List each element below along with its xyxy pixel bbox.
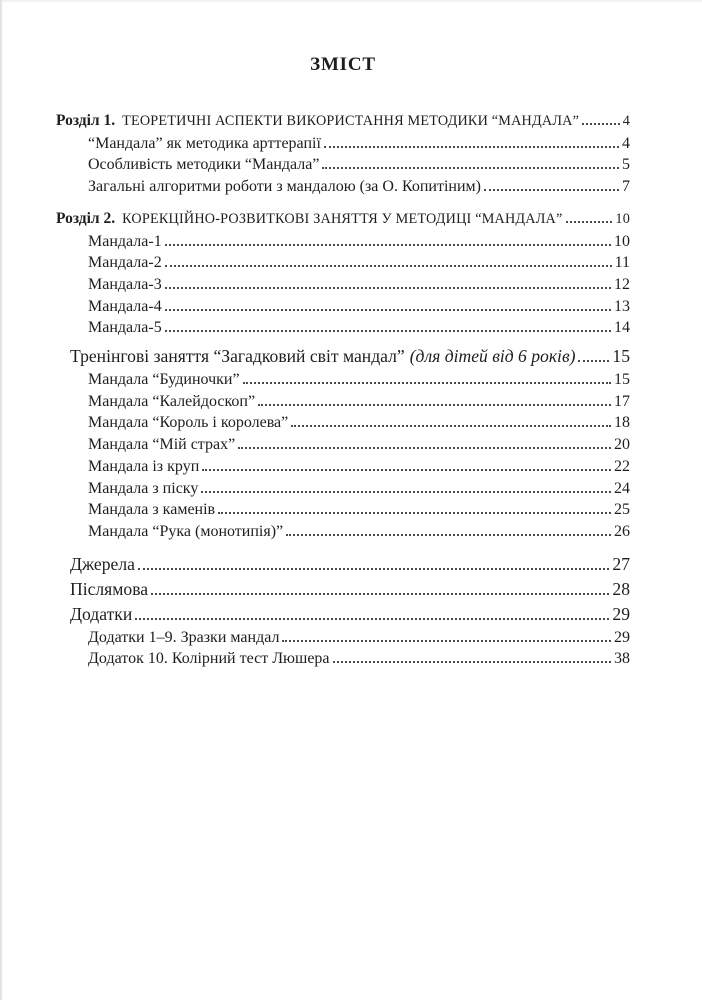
- toc-entry: [70, 602, 630, 627]
- toc-entry: [88, 231, 630, 253]
- toc-entry: [88, 391, 630, 413]
- page-title: ЗМІСТ: [310, 54, 376, 75]
- toc-entry-label: Мандала “Будиночки”: [88, 371, 240, 389]
- toc-leader-dots: [165, 330, 611, 332]
- toc-entry-page: 18: [614, 414, 630, 432]
- toc-entry-label: Мандала з піску: [88, 479, 199, 497]
- toc-entry-label: Мандала “Мій страх”: [88, 436, 236, 454]
- toc-entry-page: 29: [612, 603, 630, 624]
- toc-entry: [88, 499, 630, 521]
- toc-entry-label: Загальні алгоритми роботи з мандалою (за О. Копитіним): [88, 178, 481, 196]
- toc-entry-label: Додаток 10. Колірний тест Люшера: [88, 650, 330, 668]
- toc-entry-page: 14: [614, 319, 630, 337]
- toc-leader-dots: [258, 404, 611, 406]
- toc-entry: [88, 296, 630, 318]
- toc-entry-page: 20: [614, 436, 630, 454]
- toc-entry-label: Додатки: [70, 603, 133, 624]
- toc-leader-dots: [202, 469, 611, 471]
- toc-leader-dots: [243, 382, 611, 384]
- toc-entry-label: Мандала “Король і королева”: [88, 414, 289, 432]
- toc-entry-label: ТЕОРЕТИЧНІ АСПЕКТИ ВИКОРИСТАННЯ МЕТОДИКИ “МАНДАЛА”: [122, 113, 580, 129]
- toc-entry-label: Мандала “Калейдоскоп”: [88, 392, 256, 410]
- toc-entry-page: 7: [622, 178, 630, 196]
- toc-entry-page: 22: [614, 457, 630, 475]
- toc-entry: [88, 252, 630, 274]
- toc-leader-dots: [218, 512, 611, 514]
- toc-entry-page: 28: [612, 578, 630, 599]
- toc-entry-label: Мандала-4: [88, 297, 162, 315]
- toc-entry: [88, 412, 630, 434]
- toc-entry: [70, 552, 630, 577]
- toc-entry: [88, 456, 630, 478]
- toc-entry-page: 12: [614, 275, 630, 293]
- toc-leader-dots: [165, 265, 612, 267]
- toc-leader-dots: [238, 447, 611, 449]
- toc-entry-label: Тренінгові заняття “Загадковий світ мандал”: [70, 346, 405, 367]
- toc-entry-label: Мандала “Рука (монотипія)”: [88, 522, 284, 540]
- toc-entry-page: 10: [615, 210, 630, 227]
- toc-leader-dots: [582, 123, 620, 125]
- toc-entry-label: Мандала-1: [88, 232, 162, 250]
- toc-entry-page: 11: [614, 254, 630, 272]
- toc-leader-dots: [165, 287, 611, 289]
- toc-leader-dots: [138, 568, 609, 570]
- toc-entry-label: Мандала-5: [88, 319, 162, 337]
- toc-entry-page: 5: [622, 156, 630, 174]
- toc-entry-label: Особливість методики “Мандала”: [88, 156, 320, 174]
- toc-entry-label: Мандала-3: [88, 275, 162, 293]
- toc-entry: [88, 521, 630, 543]
- toc-leader-dots: [201, 491, 611, 493]
- toc-entry-label: “Мандала” як методика арттерапії: [88, 134, 321, 152]
- toc-entry: [70, 344, 630, 369]
- toc-entry: [88, 176, 630, 198]
- toc-entry-label: Джерела: [70, 553, 135, 574]
- toc-entry-page: 15: [612, 346, 630, 367]
- toc-entry-page: 13: [614, 297, 630, 315]
- toc-leader-dots: [566, 221, 613, 223]
- toc-entry-label: Мандала з каменів: [88, 501, 216, 519]
- toc-entry: [88, 648, 630, 670]
- toc-entry-page: 15: [614, 371, 630, 389]
- toc-leader-dots: [578, 360, 609, 362]
- toc-entry: [88, 133, 630, 155]
- toc-entry-label: Додатки 1–9. Зразки мандал: [88, 628, 280, 646]
- toc-entry: [88, 154, 630, 176]
- toc-entry: [88, 478, 630, 500]
- toc-leader-dots: [291, 425, 611, 427]
- toc-leader-dots: [282, 640, 611, 642]
- toc-entry-page: 4: [622, 113, 630, 129]
- toc-entry-label: КОРЕКЦІЙНО-РОЗВИТКОВІ ЗАНЯТТЯ У МЕТОДИЦІ “МАНДАЛА”: [122, 210, 563, 227]
- toc-entry-page: 25: [614, 501, 630, 519]
- toc-entry-page: 26: [614, 522, 630, 540]
- toc-entry: [88, 274, 630, 296]
- toc-entry: [88, 434, 630, 456]
- toc-leader-dots: [286, 534, 611, 536]
- toc-entry-label: Мандала із круп: [88, 457, 200, 475]
- toc-entry-prefix: Розділ 1.: [56, 112, 116, 129]
- toc-entry-page: 24: [614, 479, 630, 497]
- toc-entry: [88, 627, 630, 649]
- toc-entry-label-italic: (для дітей від 6 років): [409, 346, 576, 367]
- toc-entry: [56, 208, 630, 231]
- toc-leader-dots: [484, 189, 619, 191]
- toc-entry: [56, 110, 630, 133]
- toc-leader-dots: [333, 661, 611, 663]
- toc-entry-label: Післямова: [70, 578, 149, 599]
- toc-leader-dots: [165, 244, 611, 246]
- toc-entry-prefix: Розділ 2.: [56, 209, 116, 227]
- toc-entry: [88, 369, 630, 391]
- toc-entry-page: 38: [614, 650, 630, 668]
- toc-entry-page: 27: [612, 553, 630, 574]
- toc-entry: [70, 577, 630, 602]
- toc-leader-dots: [135, 618, 609, 620]
- toc-leader-dots: [322, 167, 619, 169]
- toc-entry-page: 4: [622, 134, 630, 152]
- toc-leader-dots: [151, 593, 609, 595]
- toc-entry-page: 29: [614, 628, 630, 646]
- toc-entry-label: Мандала-2: [88, 254, 162, 272]
- toc-entry: [88, 317, 630, 339]
- toc-entry-page: 10: [614, 232, 630, 250]
- toc-entry-page: 17: [614, 392, 630, 410]
- toc-leader-dots: [324, 146, 619, 148]
- toc-list: [56, 110, 630, 670]
- toc-leader-dots: [165, 309, 611, 311]
